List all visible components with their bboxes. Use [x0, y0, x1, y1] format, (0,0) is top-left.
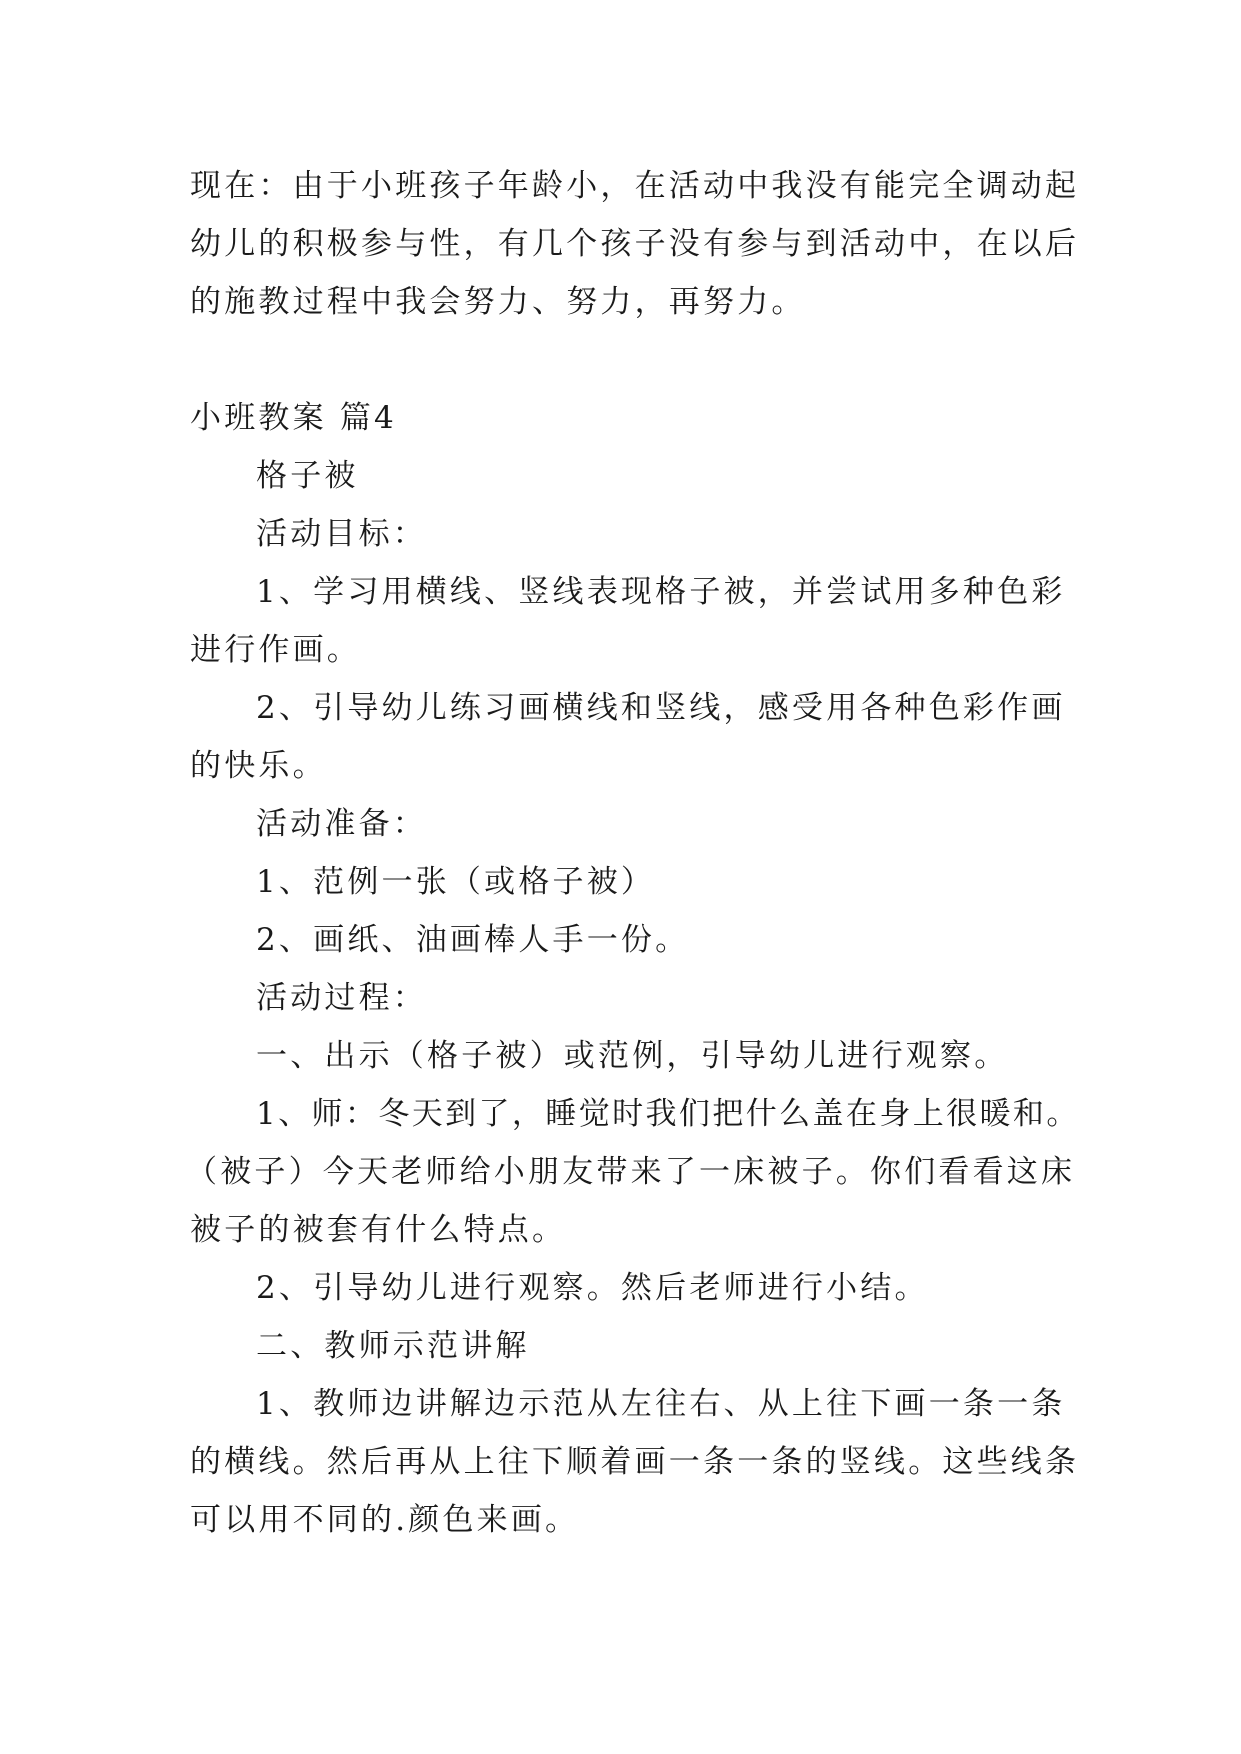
- paragraph-line: 1、范例一张（或格子被）: [256, 864, 656, 900]
- paragraph-line: 被子的被套有什么特点。: [190, 1212, 567, 1248]
- paragraph-line: 2、引导幼儿进行观察。然后老师进行小结。: [256, 1270, 929, 1306]
- paragraph-line: 二、教师示范讲解: [256, 1328, 530, 1364]
- subheading-goals: 活动目标：: [256, 516, 427, 552]
- paragraph-line: 现在：由于小班孩子年龄小，在活动中我没有能完全调动起: [190, 168, 1080, 204]
- paragraph-line: 2、引导幼儿练习画横线和竖线，感受用各种色彩作画: [256, 690, 1066, 726]
- paragraph-line: 的施教过程中我会努力、努力，再努力。: [190, 284, 806, 320]
- subheading-process: 活动过程：: [256, 980, 427, 1016]
- paragraph-line: 1、教师边讲解边示范从左往右、从上往下画一条一条: [256, 1386, 1066, 1422]
- paragraph-line: 1、学习用横线、竖线表现格子被，并尝试用多种色彩: [256, 574, 1066, 610]
- paragraph-line: 1、师：冬天到了，睡觉时我们把什么盖在身上很暖和。: [256, 1096, 1080, 1132]
- lesson-title: 格子被: [256, 458, 359, 494]
- paragraph-line: 进行作画。: [190, 632, 361, 668]
- subheading-preparation: 活动准备：: [256, 806, 427, 842]
- paragraph-line: 的快乐。: [190, 748, 327, 784]
- paragraph-line: 幼儿的积极参与性，有几个孩子没有参与到活动中，在以后: [190, 226, 1080, 262]
- paragraph-line: 2、画纸、油画棒人手一份。: [256, 922, 690, 958]
- paragraph-line: 一、出示（格子被）或范例，引导幼儿进行观察。: [256, 1038, 1009, 1074]
- paragraph-line: 可以用不同的.颜色来画。: [190, 1502, 580, 1538]
- paragraph-line: 的横线。然后再从上往下顺着画一条一条的竖线。这些线条: [190, 1444, 1080, 1480]
- paragraph-line: （被子）今天老师给小朋友带来了一床被子。你们看看这床: [186, 1154, 1076, 1190]
- section-heading: 小班教案 篇4: [190, 400, 397, 436]
